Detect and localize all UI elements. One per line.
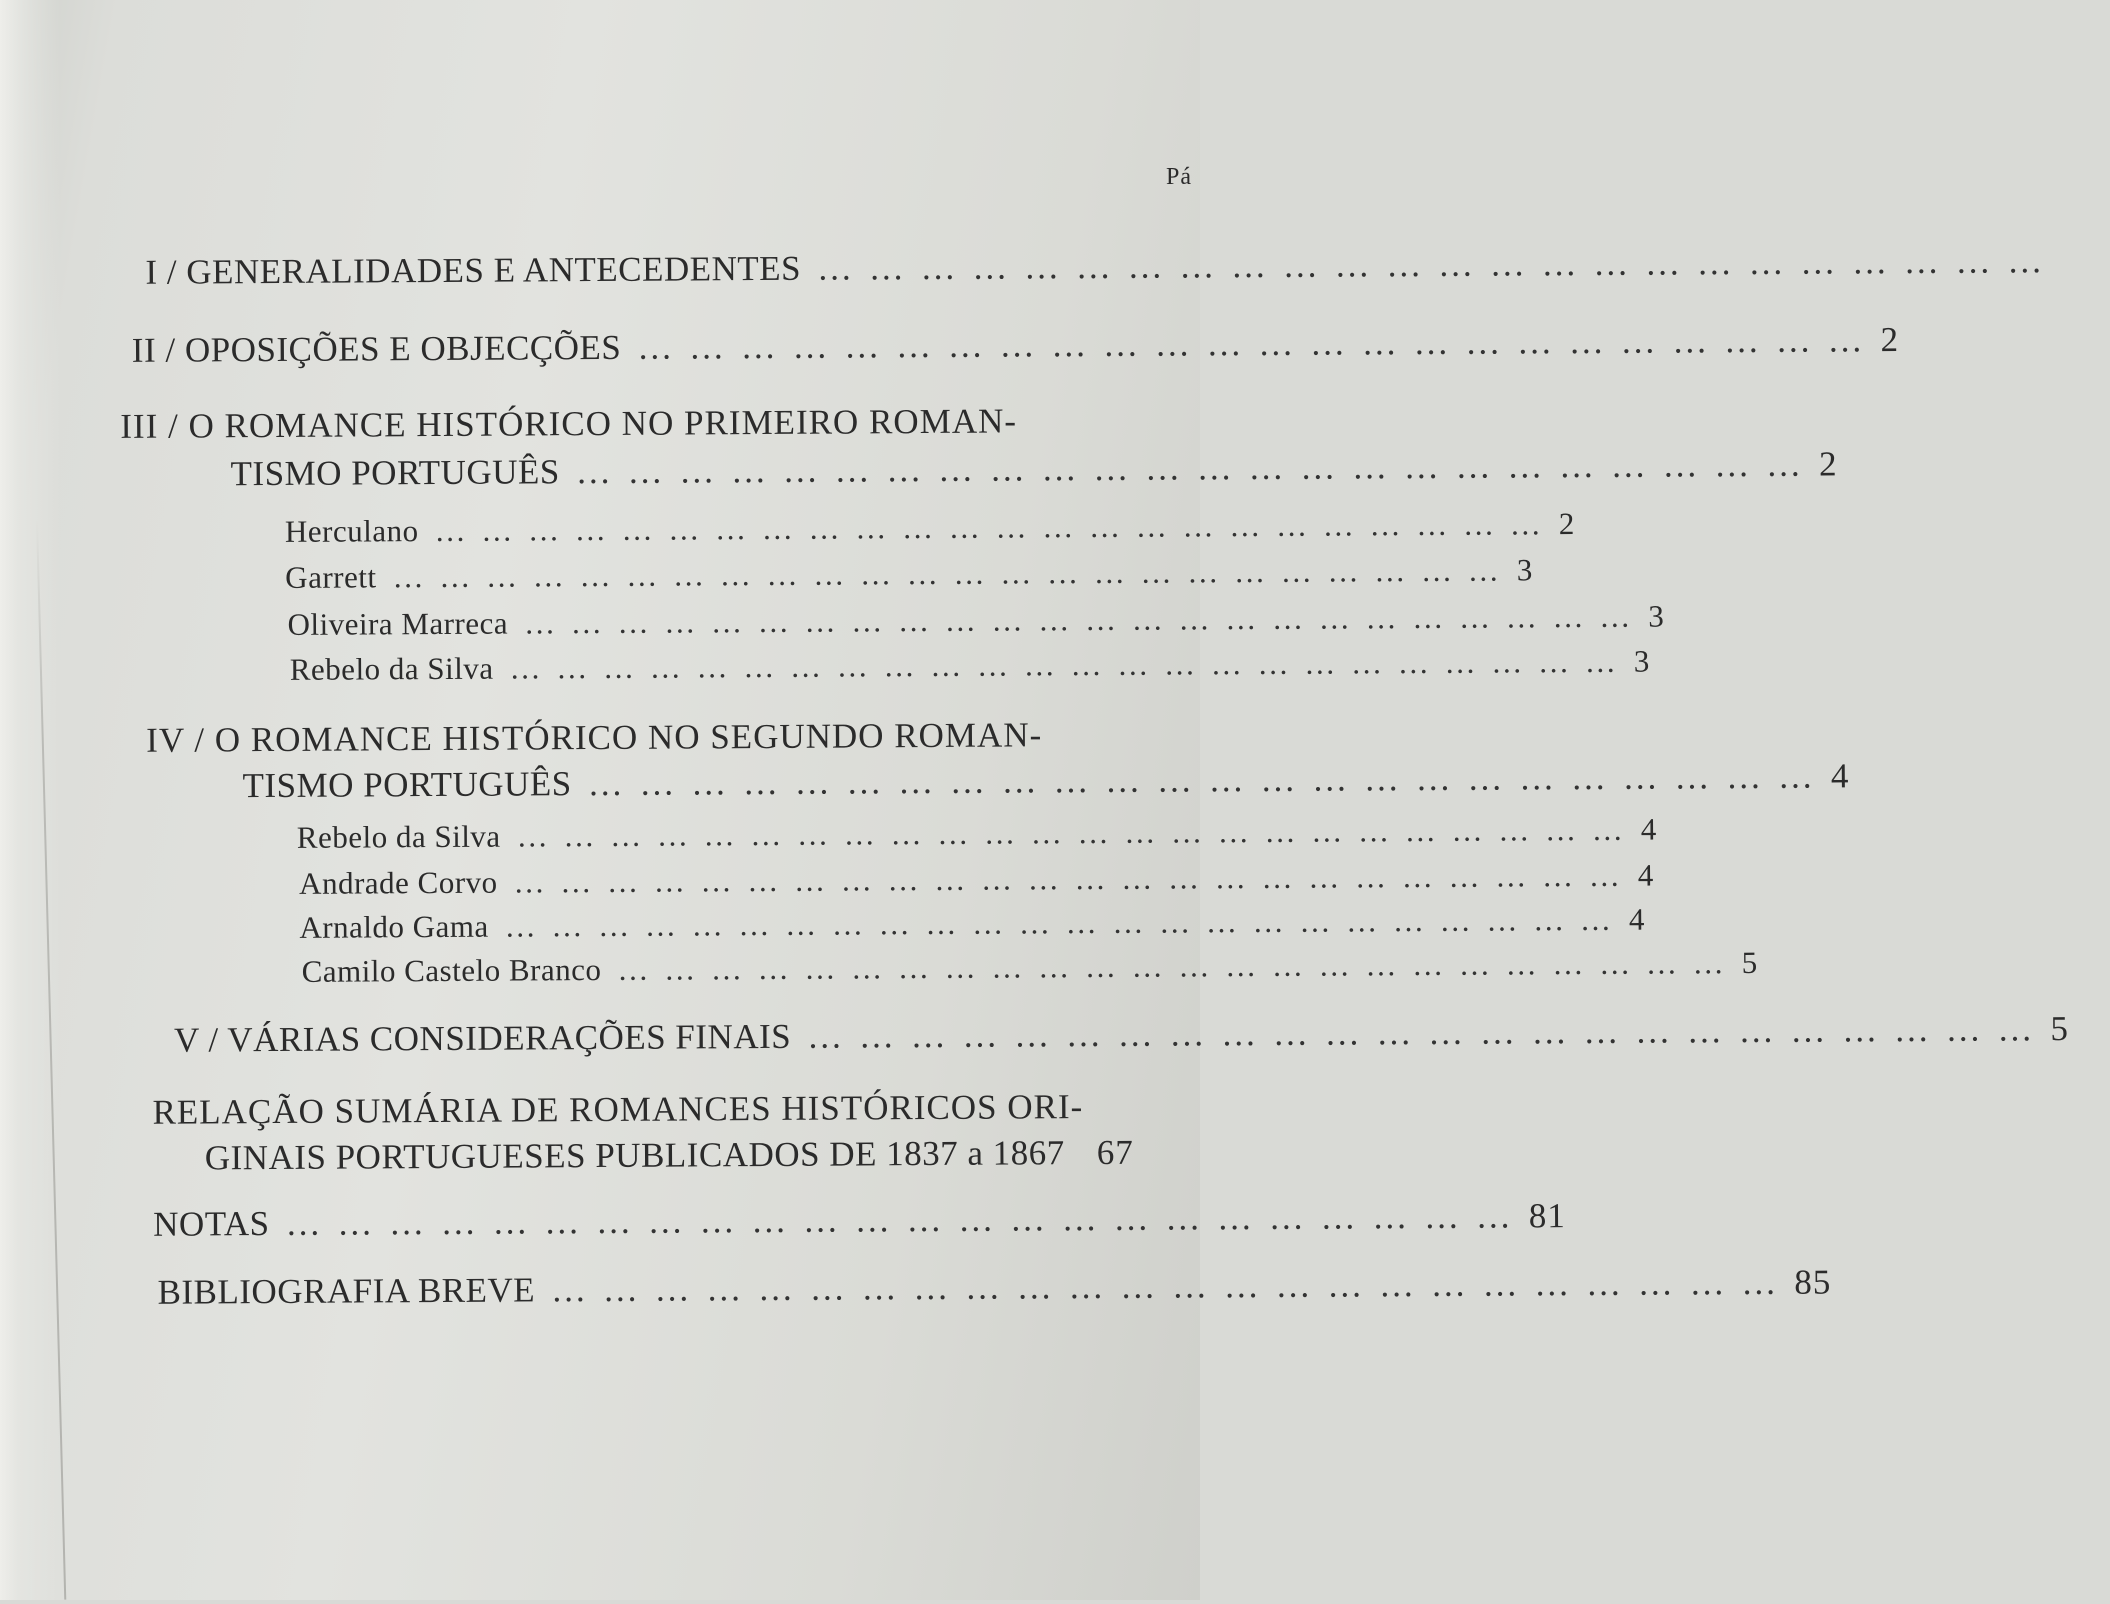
toc-entry-bibliografia — [157, 1267, 1153, 1313]
subentry-name: Herculano — [285, 513, 419, 550]
relacao-title-line1: RELAÇÃO SUMÁRIA DE ROMANCES HISTÓRICOS ORI- — [152, 1087, 1083, 1132]
relacao-title-line2: GINAIS PORTUGUESES PUBLICADOS DE 1837 a 1867 — [205, 1133, 1065, 1178]
toc-subentry — [285, 509, 1149, 550]
dot-leader: … … … … … … … … … … … … … … … … … … … … … … … … — [505, 902, 1615, 945]
chapter-number: IV / — [146, 720, 205, 759]
page-number: 2 — [1559, 506, 1615, 542]
toc-entry-notas — [153, 1199, 1153, 1245]
subentry-name: Camilo Castelo Branco — [302, 952, 602, 990]
dot-leader: … … … … … … … … … … … … … … … … … … … … … … … … — [285, 1196, 1514, 1244]
page-number: 3 — [1648, 598, 1704, 634]
page-number: 2 — [1819, 444, 1875, 484]
dot-leader: … … … … … … … … … … … … … … … … … … … … … … … … — [524, 599, 1634, 642]
chapter-number: II / — [132, 331, 176, 370]
toc-subentry — [290, 647, 1150, 688]
subentry-name: Andrade Corvo — [299, 865, 498, 902]
chapter-title: GENERALIDADES E ANTECEDENTES — [186, 249, 801, 292]
toc-entry-label — [145, 249, 801, 293]
toc-subentry — [285, 555, 1149, 596]
page-column-label: Pá — [1166, 164, 1192, 191]
chapter-title-line2: TISMO PORTUGUÊS — [230, 452, 559, 494]
toc-entry-relacao — [205, 1133, 1153, 1179]
dot-leader: … … … … … … … … … … … … … … … … … … … … … … … … — [551, 1263, 1780, 1311]
toc-entry-relacao-heading — [152, 1087, 1083, 1133]
toc-entry-label — [132, 328, 622, 371]
toc-subentry — [302, 949, 1152, 990]
dot-leader: … … … … … … … … … … … … … … … … … … … … … … … … — [513, 858, 1623, 901]
toc-entry-chapter-3 — [230, 449, 1148, 495]
toc-subentry — [287, 602, 1149, 643]
toc-entry-chapter-5 — [174, 1015, 1152, 1061]
chapter-title: OPOSIÇÕES E OBJECÇÕES — [185, 328, 622, 370]
page-number: 2 — [1880, 320, 1936, 360]
subentry-name: Oliveira Marreca — [287, 606, 508, 643]
toc-subentry — [297, 815, 1151, 856]
page-number: 5 — [1742, 945, 1798, 981]
page-number: 67 — [1097, 1133, 1153, 1173]
dot-leader: … … … … … … … … … … … … … … … … … … … … … … … … — [807, 1009, 2036, 1057]
notas-title: NOTAS — [153, 1204, 270, 1245]
chapter-title-line1: O ROMANCE HISTÓRICO NO SEGUNDO ROMAN- — [215, 715, 1043, 759]
toc-entry-label — [174, 1017, 791, 1061]
dot-leader: … … … … … … … … … … … … … … … … … … … … … … … … — [576, 445, 1805, 493]
page-number: 4 — [1831, 756, 1887, 796]
toc-entry-chapter-2 — [132, 325, 1148, 371]
page-number: 81 — [1529, 1196, 1585, 1236]
page-number: 5 — [2050, 1009, 2106, 1049]
chapter-number: I / — [145, 253, 177, 292]
subentry-name: Rebelo da Silva — [297, 819, 501, 856]
dot-leader: … … … … … … … … … … … … … … … … … … … … … … … … — [392, 552, 1502, 595]
subentry-name: Arnaldo Gama — [299, 909, 489, 946]
page-number: 4 — [1641, 811, 1697, 847]
dot-leader: … … … … … … … … … … … … … … … … … … … … … … … … — [517, 812, 1627, 855]
chapter-number: V / — [174, 1020, 219, 1059]
page-number: 3 — [1517, 552, 1573, 588]
bibliografia-title: BIBLIOGRAFIA BREVE — [157, 1270, 535, 1312]
page-number: 85 — [1794, 1262, 1850, 1302]
dot-leader: … … … … … … … … … … … … … … … … … … … … … … … … — [509, 644, 1619, 687]
toc-entry-chapter-3-heading — [120, 401, 1017, 446]
page-number: 3 — [1634, 643, 1690, 679]
chapter-number: III / — [120, 407, 179, 446]
page-number: 4 — [1638, 857, 1694, 893]
dot-leader: … … … … … … … … … … … … … … … … … … … … … … … … — [637, 320, 1866, 368]
subentry-name: Rebelo da Silva — [290, 651, 494, 688]
dot-leader: … … … … … … … … … … … … … … … … … … … … … … … … — [817, 241, 2046, 289]
dot-leader: … … … … … … … … … … … … … … … … … … … … … … … … — [434, 506, 1544, 549]
dot-leader: … … … … … … … … … … … … … … … … … … … … … … … … — [617, 945, 1727, 988]
toc-entry-chapter-4 — [242, 761, 1150, 807]
page-number: 4 — [1629, 901, 1685, 937]
chapter-title: VÁRIAS CONSIDERAÇÕES FINAIS — [227, 1017, 791, 1059]
chapter-title-line1: O ROMANCE HISTÓRICO NO PRIMEIRO ROMAN- — [188, 401, 1017, 445]
toc-entry-chapter-1 — [145, 247, 1147, 293]
toc-subentry — [299, 905, 1151, 946]
subentry-name: Garrett — [285, 559, 376, 596]
chapter-title-line2: TISMO PORTUGUÊS — [242, 764, 571, 806]
toc-subentry — [299, 861, 1151, 902]
toc-entry-chapter-4-heading — [146, 715, 1042, 760]
dot-leader: … … … … … … … … … … … … … … … … … … … … … … … … — [588, 757, 1817, 805]
